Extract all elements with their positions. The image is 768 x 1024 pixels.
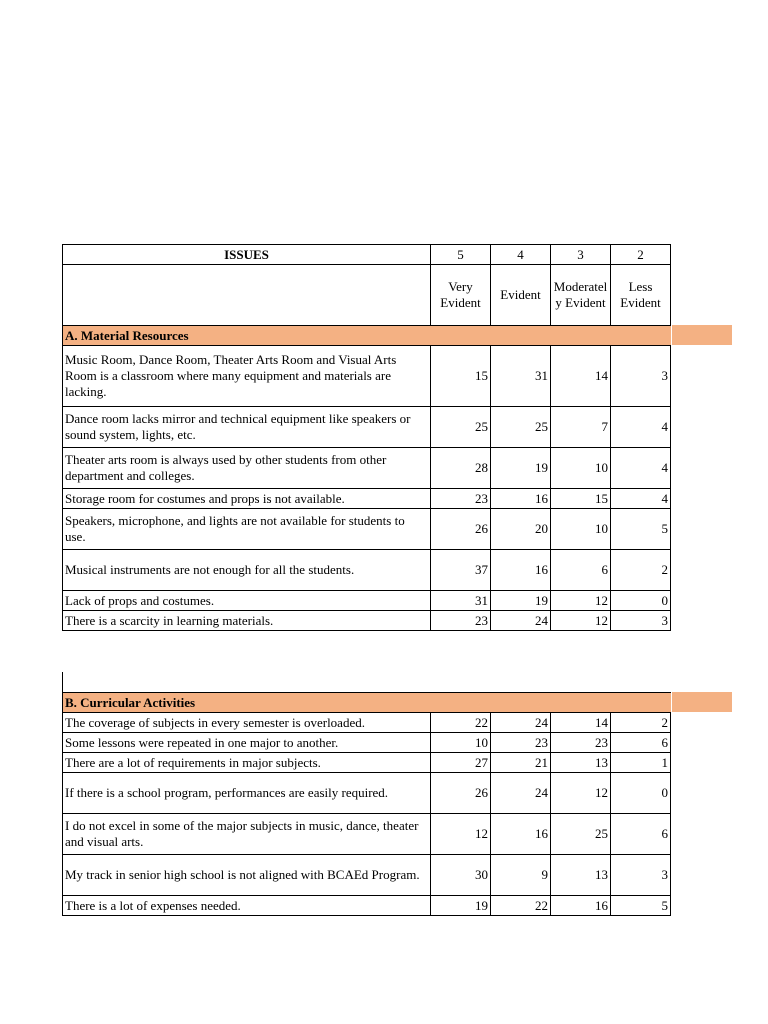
value-2: 5	[611, 509, 671, 550]
issue-text: Dance room lacks mirror and technical equipment like speakers or sound system, lights, etc.	[63, 407, 431, 448]
value-4: 16	[491, 489, 551, 509]
value-3: 7	[551, 407, 611, 448]
value-5: 31	[431, 591, 491, 611]
section-a-title: A. Material Resources	[63, 326, 671, 346]
issues-table-b	[62, 692, 671, 916]
value-3: 23	[551, 733, 611, 753]
value-5: 26	[431, 773, 491, 814]
issue-text: There is a scarcity in learning materials.	[63, 611, 431, 631]
value-5: 10	[431, 733, 491, 753]
value-3: 6	[551, 550, 611, 591]
value-3: 15	[551, 489, 611, 509]
value-2: 4	[611, 448, 671, 489]
section-b-title: B. Curricular Activities	[63, 693, 671, 713]
value-2: 6	[611, 733, 671, 753]
value-3: 12	[551, 773, 611, 814]
value-2: 3	[611, 346, 671, 407]
value-4: 20	[491, 509, 551, 550]
scale-5: 5	[431, 245, 491, 265]
issue-text: Music Room, Dance Room, Theater Arts Room and Visual Arts Room is a classroom where many equipment and materials are lacking.	[63, 346, 431, 407]
issue-text: There is a lot of expenses needed.	[63, 896, 431, 916]
issue-text: If there is a school program, performances are easily required.	[63, 773, 431, 814]
section-a-row	[63, 326, 671, 346]
issue-text: Some lessons were repeated in one major to another.	[63, 733, 431, 753]
value-5: 23	[431, 489, 491, 509]
value-4: 9	[491, 855, 551, 896]
issue-text: Theater arts room is always used by other students from other department and colleges.	[63, 448, 431, 489]
issue-text: The coverage of subjects in every semester is overloaded.	[63, 713, 431, 733]
table-row	[63, 814, 671, 855]
scale-label-row	[63, 265, 671, 326]
value-2: 4	[611, 407, 671, 448]
value-5: 23	[431, 611, 491, 631]
table-row	[63, 448, 671, 489]
value-2: 3	[611, 855, 671, 896]
table-row	[63, 591, 671, 611]
value-4: 16	[491, 814, 551, 855]
issue-text: Lack of props and costumes.	[63, 591, 431, 611]
value-4: 24	[491, 713, 551, 733]
scale-label-less-evident: Less Evident	[611, 265, 671, 326]
table-row	[63, 733, 671, 753]
table-row	[63, 489, 671, 509]
value-5: 25	[431, 407, 491, 448]
value-4: 24	[491, 773, 551, 814]
section-a-band	[672, 325, 732, 345]
issues-header: ISSUES	[63, 245, 431, 265]
value-4: 24	[491, 611, 551, 631]
value-2: 0	[611, 591, 671, 611]
value-3: 13	[551, 855, 611, 896]
value-3: 12	[551, 591, 611, 611]
value-2: 5	[611, 896, 671, 916]
divider-line	[62, 672, 63, 692]
table-row	[63, 407, 671, 448]
issues-table-a	[62, 244, 671, 631]
table-row	[63, 753, 671, 773]
value-2: 2	[611, 713, 671, 733]
value-3: 12	[551, 611, 611, 631]
issue-text: Musical instruments are not enough for all the students.	[63, 550, 431, 591]
issue-text: I do not excel in some of the major subjects in music, dance, theater and visual arts.	[63, 814, 431, 855]
value-3: 25	[551, 814, 611, 855]
value-4: 25	[491, 407, 551, 448]
value-5: 26	[431, 509, 491, 550]
value-2: 2	[611, 550, 671, 591]
value-2: 4	[611, 489, 671, 509]
scale-4: 4	[491, 245, 551, 265]
value-5: 19	[431, 896, 491, 916]
issue-text: Speakers, microphone, and lights are not available for students to use.	[63, 509, 431, 550]
value-4: 19	[491, 591, 551, 611]
value-5: 30	[431, 855, 491, 896]
table-row	[63, 611, 671, 631]
value-3: 16	[551, 896, 611, 916]
issue-text: My track in senior high school is not aligned with BCAEd Program.	[63, 855, 431, 896]
value-5: 15	[431, 346, 491, 407]
value-5: 28	[431, 448, 491, 489]
value-3: 10	[551, 448, 611, 489]
issue-text: Storage room for costumes and props is not available.	[63, 489, 431, 509]
scale-label-moderately-evident: Moderately Evident	[551, 265, 611, 326]
table-row	[63, 550, 671, 591]
scale-2: 2	[611, 245, 671, 265]
value-4: 21	[491, 753, 551, 773]
table-row	[63, 855, 671, 896]
value-2: 3	[611, 611, 671, 631]
value-5: 37	[431, 550, 491, 591]
value-5: 22	[431, 713, 491, 733]
table-row	[63, 509, 671, 550]
value-2: 1	[611, 753, 671, 773]
value-3: 14	[551, 713, 611, 733]
value-5: 12	[431, 814, 491, 855]
scale-3: 3	[551, 245, 611, 265]
value-2: 0	[611, 773, 671, 814]
scale-label-very-evident: Very Evident	[431, 265, 491, 326]
value-2: 6	[611, 814, 671, 855]
value-4: 19	[491, 448, 551, 489]
section-b-band	[672, 692, 732, 712]
value-5: 27	[431, 753, 491, 773]
value-3: 13	[551, 753, 611, 773]
table-row	[63, 346, 671, 407]
issue-text: There are a lot of requirements in major subjects.	[63, 753, 431, 773]
table-row	[63, 896, 671, 916]
value-4: 16	[491, 550, 551, 591]
value-3: 14	[551, 346, 611, 407]
value-4: 23	[491, 733, 551, 753]
section-b-row	[63, 693, 671, 713]
scale-label-evident: Evident	[491, 265, 551, 326]
table-row	[63, 713, 671, 733]
value-4: 31	[491, 346, 551, 407]
scale-header-row	[63, 245, 671, 265]
table-row	[63, 773, 671, 814]
value-4: 22	[491, 896, 551, 916]
value-3: 10	[551, 509, 611, 550]
